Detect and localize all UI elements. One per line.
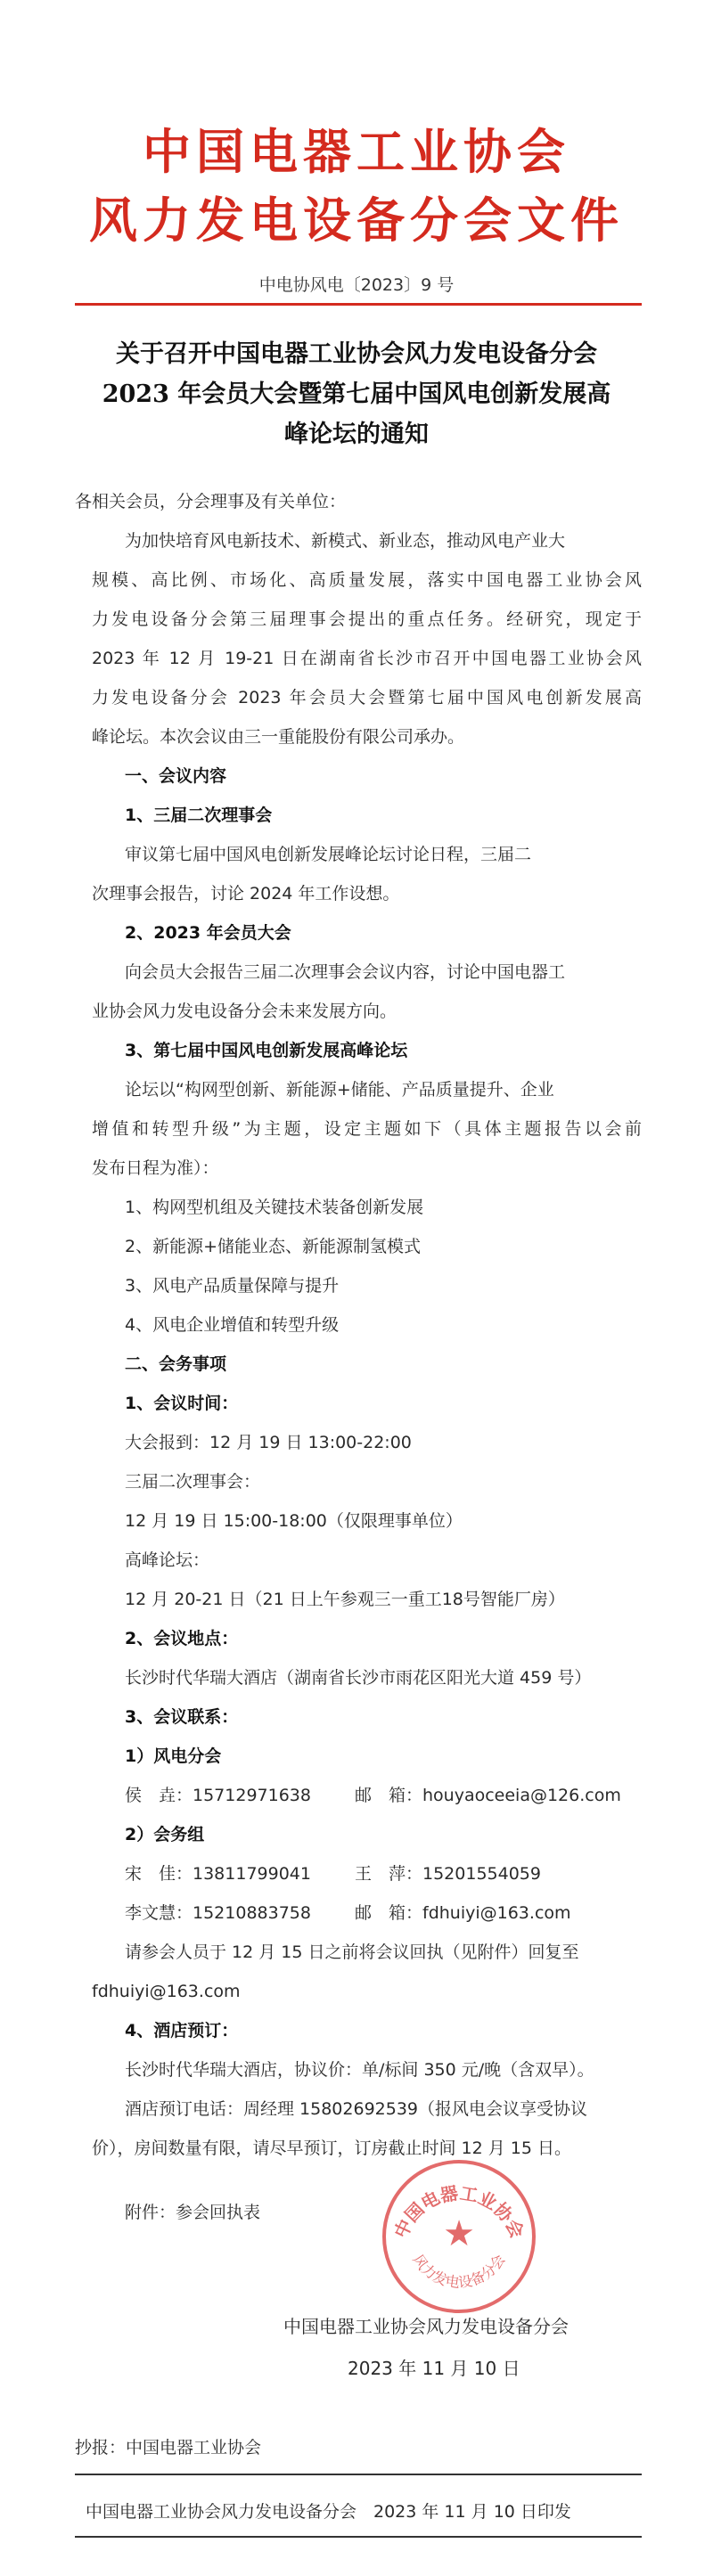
footer-divider [75,2536,642,2538]
reply-note: 请参会人员于 12 月 15 日之前将会议回执（见附件）回复至 [125,1942,579,1962]
subsection-text: 业协会风力发电设备分会未来发展方向。 [92,1002,397,1021]
seal-text-bottom: 风力发电设备分会 [409,2251,509,2292]
subsection-text: 审议第七届中国风电创新发展峰论坛讨论日程，三届二 [125,845,532,864]
subsection-heading: 2、会议地点： [125,1629,239,1648]
subsection-heading: 4、酒店预订： [125,2021,239,2040]
topic-item: 4、风电企业增值和转型升级 [125,1315,340,1335]
contact-email: 邮 箱：houyaoceeia@126.com [355,1786,621,1805]
signature-date: 2023 年 11 月 10 日 [348,2358,520,2379]
red-divider [75,303,642,306]
council-time: 12 月 19 日 15:00-18:00（仅限理事单位） [125,1511,463,1531]
salutation: 各相关会员，分会理事及有关单位： [75,492,347,511]
title-line3: 峰论坛的通知 [284,421,429,448]
subsection-heading: 3、第七届中国风电创新发展高峰论坛 [125,1041,408,1060]
topic-item: 2、新能源+储能业态、新能源制氢模式 [125,1237,422,1256]
subsection-text: 增值和转型升级”为主题，设定主题如下（具体主题报告以会前 [92,1119,642,1139]
subsection-heading: 3、会议联系： [125,1707,239,1727]
intro-line: 峰论坛。本次会议由三一重能股份有限公司承办。 [92,727,465,747]
intro-line: 为加快培育风电新技术、新模式、新业态，推动风电产业大 [125,531,566,551]
svg-text:★: ★ [443,2213,475,2254]
hotel-booking: 酒店预订电话：周经理 15802692539（报风电会议享受协议 [125,2099,588,2119]
footer-divider [75,2474,642,2475]
forum-time: 12 月 20-21 日（21 日上午参观三一重工18号智能厂房） [125,1590,565,1609]
reply-note: fdhuiyi@163.com [92,1982,241,2001]
hotel-booking: 价），房间数量有限，请尽早预订，订房截止时间 12 月 15 日。 [92,2138,572,2158]
contact-group: 2）会务组 [125,1825,205,1844]
contact-phone: 李文慧：15210883758 [125,1903,311,1923]
cc-line: 抄报：中国电器工业协会 [75,2438,262,2457]
subsection-text: 次理事会报告，讨论 2024 年工作设想。 [92,884,400,904]
intro-line: 力发电设备分会第三届理事会提出的重点任务。经研究，现定于 [92,609,642,629]
svg-text:风力发电设备分会 [409,2252,508,2292]
contact-phone: 宋 佳：13811799041 [125,1864,311,1884]
contact-email: 邮 箱：fdhuiyi@163.com [355,1903,571,1923]
subsection-heading: 1、三届二次理事会 [125,806,273,825]
contact-group: 1）风电分会 [125,1746,222,1766]
council-label: 三届二次理事会： [125,1472,261,1492]
section-heading: 二、会务事项 [125,1354,227,1374]
intro-line: 2023 年 12 月 19-21 日在湖南省长沙市召开中国电器工业协会风 [92,649,642,668]
registration-time: 大会报到：12 月 19 日 13:00-22:00 [125,1433,412,1452]
doc-number: 中电协风电〔2023〕9 号 [258,275,455,295]
topic-item: 1、构网型机组及关键技术装备创新发展 [125,1198,424,1217]
official-seal [379,2156,539,2317]
header-line2: 风力发电设备分会文件 [89,192,624,249]
contact-phone: 王 萍：15201554059 [355,1864,541,1884]
contact-phone: 侯 垚：15712971638 [125,1786,311,1805]
intro-line: 规模、高比例、市场化、高质量发展，落实中国电器工业协会风 [92,570,642,590]
seal-text-top: 中国电器工业协会 [389,2182,529,2242]
attachment-note: 附件：参会回执表 [125,2203,261,2222]
forum-label: 高峰论坛： [125,1550,210,1570]
title-line2: 2023 年会员大会暨第七届中国风电创新发展高 [102,380,611,408]
signature-org: 中国电器工业协会风力发电设备分会 [283,2316,569,2337]
venue-address: 长沙时代华瑞大酒店（湖南省长沙市雨花区阳光大道 459 号） [125,1668,592,1688]
issuer-line: 中国电器工业协会风力发电设备分会 2023 年 11 月 10 日印发 [86,2502,571,2522]
section-heading: 一、会议内容 [125,766,227,786]
title-line1: 关于召开中国电器工业协会风力发电设备分会 [116,340,597,368]
subsection-heading: 2、2023 年会员大会 [125,923,291,943]
subsection-text: 向会员大会报告三届二次理事会会议内容，讨论中国电器工 [125,962,566,982]
subsection-text: 论坛以“构网型创新、新能源+储能、产品质量提升、企业 [125,1080,554,1100]
subsection-heading: 1、会议时间： [125,1394,239,1413]
subsection-text: 发布日程为准）： [92,1158,219,1178]
intro-line: 力发电设备分会 2023 年会员大会暨第七届中国风电创新发展高 [92,688,642,707]
header-line1: 中国电器工业协会 [143,123,570,180]
topic-item: 3、风电产品质量保障与提升 [125,1276,340,1296]
hotel-price: 长沙时代华瑞大酒店，协议价：单/标间 350 元/晚（含双早）。 [125,2060,594,2080]
